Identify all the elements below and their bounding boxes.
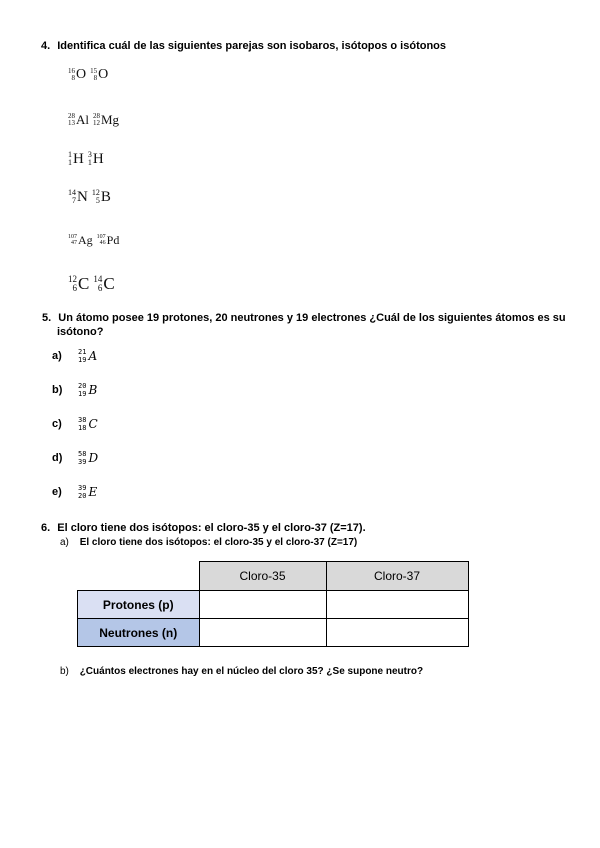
mass-number: 12 (68, 274, 77, 284)
question-5-line2: isótono? (57, 326, 104, 338)
answer-option[interactable] (52, 416, 98, 432)
element-symbol: A (88, 349, 98, 363)
nuclide (88, 151, 104, 168)
question-number: 5. (42, 312, 52, 324)
subquestion-a-label: a) (60, 537, 69, 548)
isotope-pair (68, 267, 119, 294)
nuclide (68, 233, 93, 248)
atomic-number: 46 (99, 240, 106, 246)
element-symbol: O (98, 67, 109, 82)
nuclide (97, 233, 120, 248)
question-number: 4. (41, 40, 51, 52)
mass-number: 3 (87, 150, 92, 159)
answer-cell[interactable] (199, 591, 326, 619)
mass-number: 12 (91, 188, 100, 197)
nuclide (68, 151, 84, 168)
table-header-cell: Cloro-37 (326, 562, 468, 591)
option-label: d) (52, 452, 63, 464)
isotope-pair (68, 227, 123, 248)
mass-number: 107 (68, 234, 77, 240)
element-symbol: Al (76, 112, 89, 127)
option-label: c) (52, 418, 62, 430)
table-row (78, 591, 469, 619)
answer-cell[interactable] (326, 591, 468, 619)
answer-option[interactable] (52, 484, 97, 500)
mass-number: 15 (90, 67, 98, 75)
nuclide (90, 67, 108, 83)
element-symbol: C (103, 274, 115, 293)
question-text: El cloro tiene dos isótopos: el cloro-35 y el cloro-37 (Z=17). (57, 522, 366, 534)
atomic-number: 12 (93, 119, 100, 127)
element-symbol: B (100, 188, 111, 205)
atomic-number: 5 (95, 196, 100, 205)
nuclide (68, 189, 88, 206)
mass-number: 14 (93, 274, 103, 284)
atomic-number: 18 (78, 424, 87, 432)
element-symbol: H (92, 150, 104, 167)
nuclide (93, 274, 114, 294)
atomic-number: 1 (87, 158, 92, 167)
row-header-protones: Protones (p) (78, 591, 200, 619)
nuclide (68, 112, 89, 128)
option-label: e) (52, 486, 62, 498)
subquestion-a-text: El cloro tiene dos isótopos: el cloro-35 y el cloro-37 (Z=17) (79, 537, 358, 548)
mass-number: 16 (68, 67, 75, 75)
atomic-number: 13 (68, 119, 75, 127)
mass-number: 107 (96, 234, 106, 240)
nuclide (92, 189, 111, 206)
mass-number: 1 (68, 150, 72, 159)
table-header-row (78, 562, 469, 591)
atomic-number: 47 (71, 240, 77, 246)
answer-option[interactable] (52, 382, 97, 398)
atomic-number: 8 (71, 74, 75, 82)
mass-number: 14 (68, 188, 76, 197)
element-symbol: D (88, 451, 99, 465)
mass-number: 21 (78, 348, 87, 356)
atomic-number: 7 (72, 196, 76, 205)
mass-number: 20 (78, 382, 87, 390)
subquestion-b-label: b) (60, 666, 69, 677)
chlorine-isotopes-table (77, 561, 469, 647)
isotope-pair (68, 145, 108, 168)
table-row (78, 619, 469, 647)
question-6-heading (41, 521, 366, 535)
atomic-number: 1 (68, 158, 72, 167)
element-symbol: C (88, 417, 98, 431)
element-symbol: Ag (78, 232, 93, 247)
mass-number: 58 (78, 450, 87, 458)
element-symbol: Pd (106, 232, 120, 247)
mass-number: 28 (93, 112, 100, 120)
atomic-number: 19 (78, 390, 87, 398)
mass-number: 38 (78, 416, 87, 424)
isotope-pair (68, 183, 115, 206)
element-symbol: E (88, 485, 98, 499)
nuclide (68, 67, 86, 83)
element-symbol: H (73, 150, 84, 167)
isotope-pair (68, 62, 112, 83)
atomic-number: 6 (97, 283, 103, 293)
answer-option[interactable] (52, 450, 98, 466)
question-5-heading (42, 311, 566, 325)
atomic-number: 39 (78, 458, 87, 466)
atomic-number: 8 (93, 74, 98, 82)
table-header-cell: Cloro-35 (199, 562, 326, 591)
option-label: b) (52, 384, 63, 396)
isotope-pair (68, 106, 123, 128)
question-text-line1: Un átomo posee 19 protones, 20 neutrones y 19 electrones ¿Cuál de los siguientes átomos es su (58, 312, 566, 324)
subquestion-a (60, 537, 357, 548)
question-4-heading (41, 39, 446, 53)
mass-number: 39 (78, 484, 87, 492)
answer-cell[interactable] (326, 619, 468, 647)
atomic-number: 19 (78, 356, 87, 364)
element-symbol: O (76, 67, 87, 82)
question-number: 6. (41, 522, 51, 534)
element-symbol: B (88, 383, 98, 397)
question-text: Identifica cuál de las siguientes parejas son isobaros, isótopos o isótonos (57, 40, 447, 52)
element-symbol: C (78, 274, 90, 293)
atomic-number: 6 (72, 283, 77, 293)
subquestion-b (60, 666, 423, 677)
table-corner-empty (78, 562, 200, 591)
row-header-neutrones: Neutrones (n) (78, 619, 200, 647)
answer-cell[interactable] (199, 619, 326, 647)
atomic-number: 20 (78, 492, 87, 500)
answer-option[interactable] (52, 348, 97, 364)
nuclide (93, 112, 119, 128)
mass-number: 28 (68, 112, 75, 120)
element-symbol: Mg (101, 112, 120, 127)
nuclide (68, 274, 89, 294)
subquestion-b-text: ¿Cuántos electrones hay en el núcleo del cloro 35? ¿Se supone neutro? (79, 666, 424, 677)
option-label: a) (52, 350, 62, 362)
element-symbol: N (77, 188, 88, 205)
